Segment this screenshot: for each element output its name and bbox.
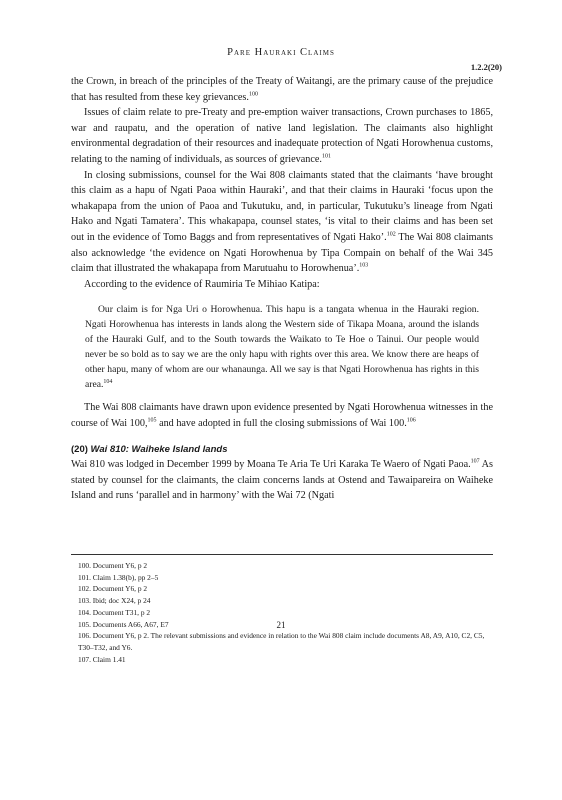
section-reference: 1.2.2(20) [470,62,502,72]
paragraph: In closing submissions, counsel for the Wai 808 claimants stated that the claimants ‘have brought this claim as a hapu of Ngati Paoa within Hauraki’, and that their claims in Hauraki ‘focus upon the whakapapa from the union of Paoa and Tukutuku, and, in particular, Tukutuku’s lineage from Ngati Hako and Ngati Tamatera’. This whakapapa, counsel states, ‘is vital to their claims and has been set out in the evidence of Tomo Baggs and from representatives of Ngati Hako’.$^{102}$ The Wai 808 claimants also acknowledge ‘the evidence on Ngati Horowhenua by Tipa Compain on behalf of the Wai 345 claim that illustrated the whakapapa from Marutuahu to Horowhenua’.$^{103}$ [71,169,493,275]
running-head: Pare Hauraki Claims [227,47,335,58]
footnote: 100. Document Y6, p 2 [78,561,148,570]
footnote-ref[interactable]: 104 [103,379,113,386]
paragraph: According to the evidence of Raumiria Te Mihiao Katipa: [84,278,320,290]
footnote: 101. Claim 1.38(b), pp 2–5 [78,572,159,582]
footnote-ref[interactable]: 101 [321,153,331,160]
footnote-ref[interactable]: 105 [147,417,157,424]
footnotes [78,560,490,665]
footnote-ref[interactable]: 102 [386,231,396,238]
paragraph: Wai 810 was lodged in December 1999 by Moana Te Aria Te Uri Karaka Te Waero of Ngati Paoa.$^{107}$ As stated by counsel for the claimants, the claim concerns lands at Ostend and Tawaipareira on Waiheke Island and runs ‘parallel and in harmony’ with the Wai 72 (Ngati [71,458,493,502]
footnote: 105. Documents A66, A67, E7 [78,619,169,629]
footnote-ref[interactable]: 107 [470,458,480,465]
paragraph: the Crown, in breach of the principles of the Treaty of Waitangi, are the primary cause of the prejudice that has resulted from these key grievances.$^{100}$ [71,76,493,103]
footnote-ref[interactable]: 100 [248,91,258,98]
footnote-ref[interactable]: 106 [406,417,416,424]
body-text [71,74,493,504]
footnote: 106. Document Y6, p 2. The relevant submissions and evidence in relation to the Wai 808 claim include documents A8, A9, A10, C2, C5, T30–T32, and Y6. [78,631,485,652]
footnote: 107. Claim 1.41 [78,654,126,664]
page-number: 21 [276,620,286,630]
footnote: 104. Document T31, p 2 [78,607,151,617]
footnote-ref[interactable]: 103 [359,262,369,269]
footnote: 103. Ibid; doc X24, p 24 [78,596,151,606]
quote-text: Our claim is for Nga Uri o Horowhenua. This hapu is a tangata whenua in the Hauraki region. Ngati Horowhenua has interests in lands along the Western side of Tikapa Moana, around the islands of the Hauraki Gulf, and to the South towards the Waikato to Te Hoe o Tainui. Our people would never be so bold as to say we are the only hapu with rights over this area. We know there are heaps of other hapu, many of whom are our whanaunga. All we say is that Ngati Horowhenua has rights in this area.$^{104}$ [85,304,479,391]
paragraph: The Wai 808 claimants have drawn upon evidence presented by Ngati Horowhenua witnesses in the course of Wai 100,$^{105}$ and have adopted in full the closing submissions of Wai 100.$^{106}$ [71,402,493,429]
section-heading: (20) Wai 810: Waiheke Island lands [71,443,228,455]
footnote: 102. Document Y6, p 2 [78,584,148,594]
footnote-divider [71,554,493,555]
paragraph: Issues of claim relate to pre-Treaty and pre-emption waiver transactions, Crown purchases to 1865, war and raupatu, and the operation of native land legislation. The claimants also highlight environmental degradation of their resources and inadequate protection of Ngati Horowhenua customs, relating to the naming of individuals, as sources of grievance.$^{101}$ [71,107,493,165]
block-quote [85,302,479,392]
